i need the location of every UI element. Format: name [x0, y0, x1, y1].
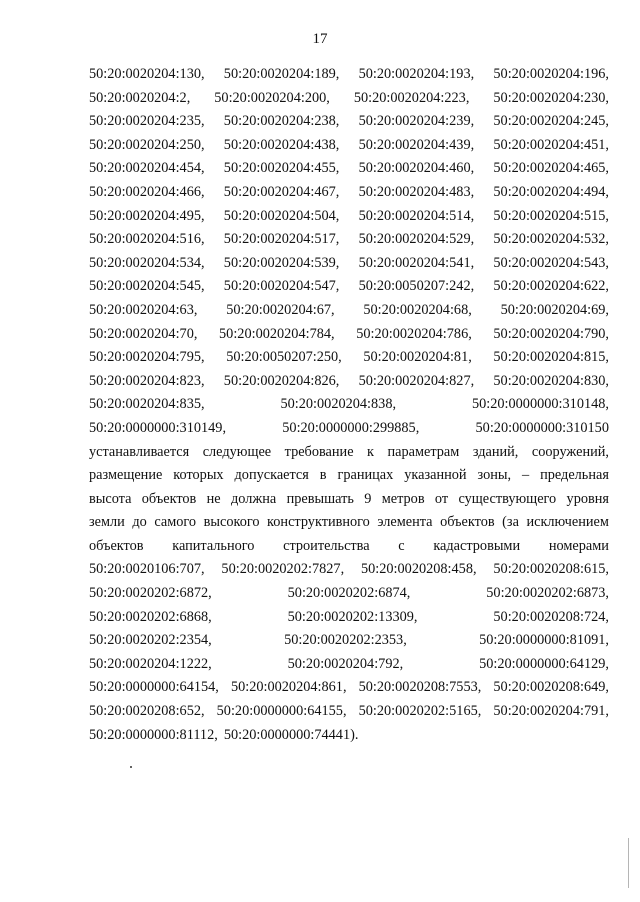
- text-token: 50:20:0020208:458,: [360, 561, 477, 578]
- text-token: размещение: [89, 467, 163, 484]
- text-line: [89, 582, 609, 606]
- text-token: 50:20:0000000:81091,: [479, 632, 609, 649]
- text-token: 50:20:0020202:6873,: [486, 585, 609, 602]
- text-token: 50:20:0020204:451,: [493, 136, 609, 153]
- text-token: 50:20:0020204:838,: [280, 396, 397, 413]
- text-token: 50:20:0020202:7827,: [221, 561, 345, 578]
- text-token: 50:20:0020204:516,: [89, 231, 205, 248]
- text-token: параметрам: [387, 443, 460, 460]
- text-token: следующее: [202, 443, 272, 460]
- text-token: 50:20:0020208:7553,: [358, 679, 482, 696]
- text-token: 50:20:0020204:622,: [493, 278, 609, 295]
- text-line: [89, 488, 609, 512]
- text-token: 50:20:0020204:2,: [89, 89, 191, 106]
- text-token: 50:20:0020204:830,: [493, 372, 609, 389]
- text-token: 50:20:0020204:466,: [89, 183, 205, 200]
- text-token: 50:20:0020204:545,: [89, 278, 205, 295]
- text-line: [89, 606, 609, 630]
- text-token: 50:20:0020204:541,: [358, 254, 475, 271]
- text-token: 50:20:0050207:242,: [358, 278, 475, 295]
- text-token: 50:20:0020204:861,: [230, 679, 347, 696]
- text-token: 50:20:0020204:69,: [500, 301, 609, 318]
- text-token: до: [132, 514, 147, 531]
- text-token: 50:20:0020204:455,: [223, 160, 340, 177]
- text-token: 50:20:0020208:652,: [89, 703, 205, 720]
- text-token: 50:20:0000000:74441).: [223, 726, 359, 743]
- text-line: [89, 464, 609, 488]
- text-line: [89, 205, 609, 229]
- text-line: [89, 157, 609, 181]
- text-token: 50:20:0020204:532,: [493, 231, 609, 248]
- text-token: допускается: [234, 467, 309, 484]
- text-token: 50:20:0020204:438,: [223, 136, 340, 153]
- text-token: высокого: [203, 514, 260, 531]
- text-token: 50:20:0020204:534,: [89, 254, 205, 271]
- text-token: требование: [284, 443, 354, 460]
- text-line: [89, 417, 609, 441]
- scan-edge-mark: [628, 838, 629, 888]
- text-token: 50:20:0020204:67,: [226, 301, 335, 318]
- text-token: 50:20:0020204:790,: [493, 325, 609, 342]
- text-line: [89, 228, 609, 252]
- text-token: 50:20:0020204:230,: [493, 89, 609, 106]
- text-token: в: [319, 467, 327, 484]
- text-line: [89, 393, 609, 417]
- text-token: объектов: [89, 537, 144, 554]
- text-token: не: [206, 490, 221, 507]
- text-token: 50:20:0020204:465,: [493, 160, 609, 177]
- text-token: уровня: [566, 490, 609, 507]
- text-token: самого: [154, 514, 197, 531]
- text-line: [89, 275, 609, 299]
- text-token: 50:20:0020204:517,: [223, 231, 340, 248]
- text-token: капитального: [172, 537, 255, 554]
- text-token: предельная: [540, 467, 609, 484]
- text-token: которых: [173, 467, 224, 484]
- text-token: 50:20:0020204:795,: [89, 349, 205, 366]
- text-token: 50:20:0020204:460,: [358, 160, 475, 177]
- text-token: кадастровыми: [433, 537, 521, 554]
- text-token: 50:20:0020204:200,: [214, 89, 330, 106]
- text-token: 50:20:0020204:543,: [493, 254, 609, 271]
- text-token: метров: [381, 490, 425, 507]
- text-token: 50:20:0020204:791,: [493, 703, 609, 720]
- text-token: 50:20:0020204:454,: [89, 160, 205, 177]
- text-line: [89, 252, 609, 276]
- text-line: [89, 700, 609, 724]
- text-token: 50:20:0020204:239,: [358, 113, 475, 130]
- text-token: 50:20:0020204:81,: [363, 349, 472, 366]
- text-token: –: [522, 467, 530, 484]
- text-token: 50:20:0020202:6872,: [89, 585, 212, 602]
- text-token: высота: [89, 490, 132, 507]
- text-line: [89, 63, 609, 87]
- text-line: [89, 629, 609, 653]
- text-line: [89, 323, 609, 347]
- text-token: должна: [231, 490, 277, 507]
- text-token: сооружений,: [531, 443, 609, 460]
- text-token: 50:20:0000000:64129,: [479, 655, 609, 672]
- text-token: 50:20:0020204:786,: [356, 325, 472, 342]
- text-token: 50:20:0020202:2353,: [284, 632, 407, 649]
- text-token: устанавливается: [89, 443, 190, 460]
- text-token: 50:20:0020204:835,: [89, 396, 205, 413]
- text-token: 50:20:0020204:130,: [89, 66, 205, 82]
- text-token: с: [398, 537, 405, 554]
- text-token: 50:20:0020204:514,: [358, 207, 475, 224]
- text-token: 50:20:0020208:615,: [493, 561, 609, 578]
- text-token: 50:20:0020204:1222,: [89, 655, 212, 672]
- text-token: элемента: [377, 514, 433, 531]
- text-token: 50:20:0020204:539,: [223, 254, 340, 271]
- text-token: земли: [89, 514, 125, 531]
- text-line: [89, 110, 609, 134]
- text-token: границах: [337, 467, 394, 484]
- text-line: [89, 653, 609, 677]
- text-token: 50:20:0020204:815,: [493, 349, 609, 366]
- text-token: номерами: [548, 537, 609, 554]
- text-line: [89, 181, 609, 205]
- text-token: 50:20:0020208:724,: [493, 608, 609, 625]
- text-token: 50:20:0020106:707,: [89, 561, 205, 578]
- text-token: строительства: [283, 537, 370, 554]
- text-token: 50:20:0020204:439,: [358, 136, 475, 153]
- text-line: [89, 676, 609, 700]
- text-token: 50:20:0000000:64154,: [89, 679, 219, 696]
- text-line: [89, 441, 609, 465]
- text-token: объектов: [141, 490, 197, 507]
- text-token: 50:20:0020202:6874,: [287, 585, 411, 602]
- text-token: указанной: [404, 467, 467, 484]
- text-token: 50:20:0020202:13309,: [287, 608, 418, 625]
- text-token: 50:20:0020204:70,: [89, 325, 198, 342]
- text-token: 9: [364, 490, 372, 507]
- document-body: [89, 63, 609, 747]
- text-token: 50:20:0020204:495,: [89, 207, 205, 224]
- text-line: [89, 346, 609, 370]
- text-token: исключением: [526, 514, 609, 531]
- text-token: 50:20:0020202:5165,: [358, 703, 482, 720]
- text-line: [89, 87, 609, 111]
- text-token: 50:20:0000000:310149,: [89, 419, 227, 436]
- page-number: 17: [312, 31, 328, 47]
- text-token: 50:20:0020204:827,: [358, 372, 475, 389]
- text-token: конструктивного: [267, 514, 370, 531]
- text-token: 50:20:0020202:2354,: [89, 632, 212, 649]
- text-token: 50:20:0020204:529,: [358, 231, 475, 248]
- text-token: 50:20:0020204:238,: [223, 113, 340, 130]
- text-token: 50:20:0000000:299885,: [282, 419, 420, 436]
- text-token: 50:20:0020204:68,: [363, 301, 472, 318]
- text-token: 50:20:0020204:63,: [89, 301, 198, 318]
- text-token: 50:20:0020204:823,: [89, 372, 205, 389]
- text-token: зданий,: [472, 443, 519, 460]
- scan-speck: [130, 766, 132, 768]
- text-token: (за: [502, 514, 519, 531]
- text-line: [89, 724, 609, 748]
- text-token: 50:20:0050207:250,: [226, 349, 342, 366]
- text-token: 50:20:0020204:504,: [223, 207, 340, 224]
- text-token: 50:20:0000000:81112,: [89, 726, 218, 743]
- text-token: 50:20:0020204:250,: [89, 136, 205, 153]
- text-token: существующего: [458, 490, 557, 507]
- text-token: к: [367, 443, 374, 460]
- text-token: 50:20:0020204:515,: [493, 207, 609, 224]
- text-line: [89, 370, 609, 394]
- text-line: [89, 134, 609, 158]
- text-line: [89, 511, 609, 535]
- text-token: превышать: [286, 490, 354, 507]
- text-token: 50:20:0020204:483,: [358, 183, 475, 200]
- text-token: 50:20:0020204:245,: [493, 113, 609, 130]
- text-token: 50:20:0020204:193,: [358, 66, 475, 82]
- text-token: 50:20:0020204:494,: [493, 183, 609, 200]
- text-token: объектов: [440, 514, 495, 531]
- text-token: 50:20:0020204:189,: [223, 66, 340, 82]
- text-token: 50:20:0020204:223,: [353, 89, 470, 106]
- text-token: 50:20:0000000:310148,: [471, 396, 609, 413]
- text-token: 50:20:0020204:792,: [287, 655, 404, 672]
- text-line: [89, 558, 609, 582]
- text-token: 50:20:0020204:784,: [219, 325, 335, 342]
- text-token: 50:20:0020204:467,: [223, 183, 340, 200]
- text-line: [89, 299, 609, 323]
- text-token: 50:20:0020204:196,: [493, 66, 609, 82]
- text-line: [89, 535, 609, 559]
- text-token: 50:20:0020204:547,: [223, 278, 340, 295]
- text-token: 50:20:0020202:6868,: [89, 608, 212, 625]
- text-token: 50:20:0000000:310150: [475, 419, 609, 436]
- text-token: 50:20:0020208:649,: [493, 679, 609, 696]
- text-token: зоны,: [477, 467, 512, 484]
- text-token: 50:20:0000000:64155,: [216, 703, 347, 720]
- text-token: от: [434, 490, 449, 507]
- text-token: 50:20:0020204:235,: [89, 113, 205, 130]
- text-token: 50:20:0020204:826,: [223, 372, 340, 389]
